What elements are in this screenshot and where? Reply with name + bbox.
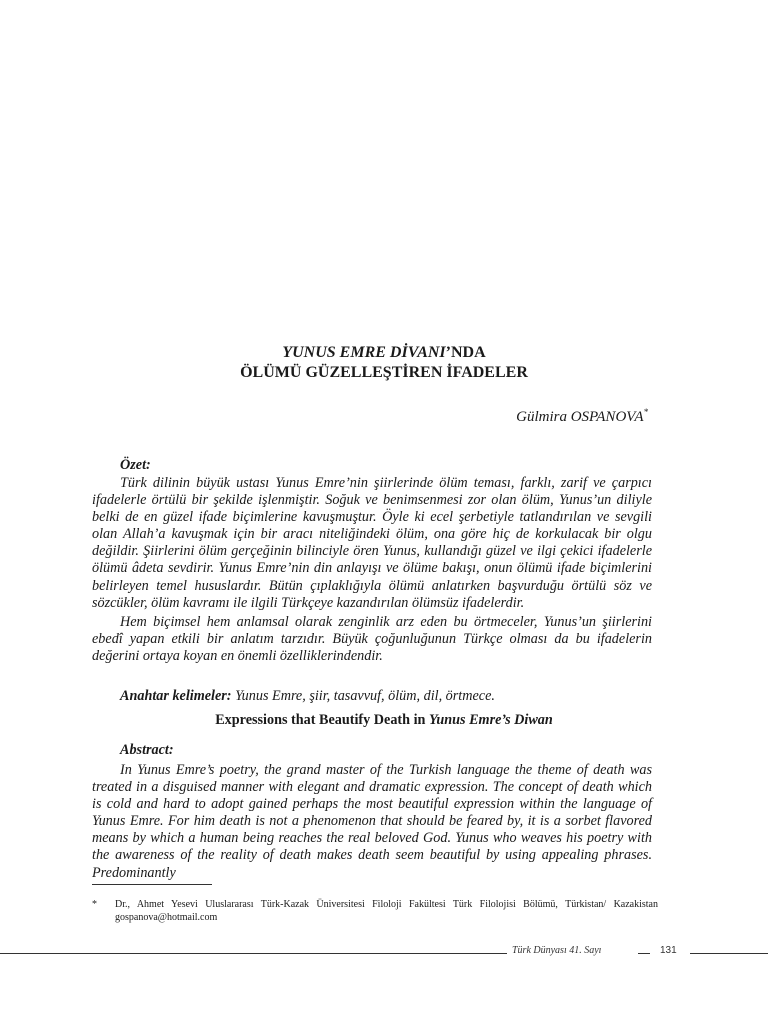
- title-italic-part: YUNUS EMRE DİVANI: [282, 344, 446, 361]
- english-title: [0, 712, 768, 729]
- footer-dash: [638, 953, 650, 954]
- footnote-divider: [92, 884, 212, 885]
- footnote-text: Dr., Ahmet Yesevi Uluslararası Türk-Kazak Üniversitesi Filoloji Fakültesi Türk Filolojisi Bölümü, Türkistan/ Kazakistan gospanova@hotmail.com: [115, 899, 658, 923]
- keywords-label: Anahtar kelimeler:: [120, 688, 232, 704]
- title-line-2: ÖLÜMÜ GÜZELLEŞTİREN İFADELER: [240, 364, 528, 381]
- author-text: Gülmira OSPANOVA: [516, 409, 644, 425]
- keywords-text: Yunus Emre, şiir, tasavvuf, ölüm, dil, örtmece.: [231, 688, 495, 704]
- abstract-paragraph-1: In Yunus Emre’s poetry, the grand master of the Turkish language the theme of death was treated in a disguised manner with elegant and dramatic expression. The concept of death which is cold and hard to adopt gained perhaps the most beautiful expression within the language of Yunus Emre. For him death is not a phenomenon that should be feared by, it is a sorbet flavored means by which a human being reaches the real beloved God. Yunus who weaves his poetry with the awareness of the reality of death makes death seem beautiful by using appealing phrases. Predominantly: [92, 762, 652, 881]
- ozet-paragraph-2: Hem biçimsel hem anlamsal olarak zenginlik arz eden bu örtmeceler, Yunus’un şiirlerini ebedî yapan etkili bir anlatım tarzıdır. Büyük çoğunluğunun Türkçe olması da bu ifadelerin değerini ortaya koyan en önemli özelliklerindendir.: [92, 613, 652, 664]
- author-name: [516, 409, 648, 426]
- abstract-heading: Abstract:: [120, 742, 174, 758]
- ozet-heading: Özet:: [120, 457, 151, 473]
- page-number: 131: [660, 945, 677, 956]
- title-suffix: ’NDA: [445, 344, 486, 361]
- english-title-prefix: Expressions that Beautify Death in: [215, 712, 429, 728]
- footnote-mark: *: [92, 899, 97, 910]
- title-line-1: [0, 343, 768, 363]
- ozet-body: [92, 475, 652, 665]
- english-title-italic: Yunus Emre’s Diwan: [428, 712, 553, 728]
- article-title: [0, 343, 768, 383]
- footer-rule-right: [690, 953, 768, 954]
- footer-rule-left: [0, 953, 507, 954]
- abstract-body: [92, 762, 652, 882]
- keywords: [120, 688, 495, 705]
- author-footnote-mark: *: [643, 407, 648, 417]
- ozet-paragraph-1: Türk dilinin büyük ustası Yunus Emre’nin şiirlerinde ölüm teması, farklı, zarif ve çarpıcı ifadelerle örtülü bir şekilde işlenmiştir. Soğuk ve benimsenmesi zor olan ölüm, Yunus’un diliyle belki de en güzel ifade biçimlerine kavuşmuştur. Öyle ki ecel şerbetiyle tatlandırılan ve sevgili olan Allah’a kavuşmak için bir aracı niteliğindeki ölüm, ona göre hiç de korkulacak bir olgu değildir. Şiirlerini ölüm gerçeğinin bilinciyle ören Yunus, kullandığı güzel ve ilgi çekici ifadelerle ölümü âdeta sevdirir. Yunus Emre’nin din anlayışı ve ölüme bakışı, onun ölümü ifade biçimlerini belirleyen temel hususlardır. Bütün çıplaklığıyla ölümü anlatırken başvurduğu örtülü söz ve sözcükler, ölüm kavramı ile ilgili Türkçeye kazandırılan ölümsüz ifadelerdir.: [92, 475, 652, 611]
- footnote: [92, 898, 658, 924]
- journal-name: Türk Dünyası 41. Sayı: [512, 945, 602, 956]
